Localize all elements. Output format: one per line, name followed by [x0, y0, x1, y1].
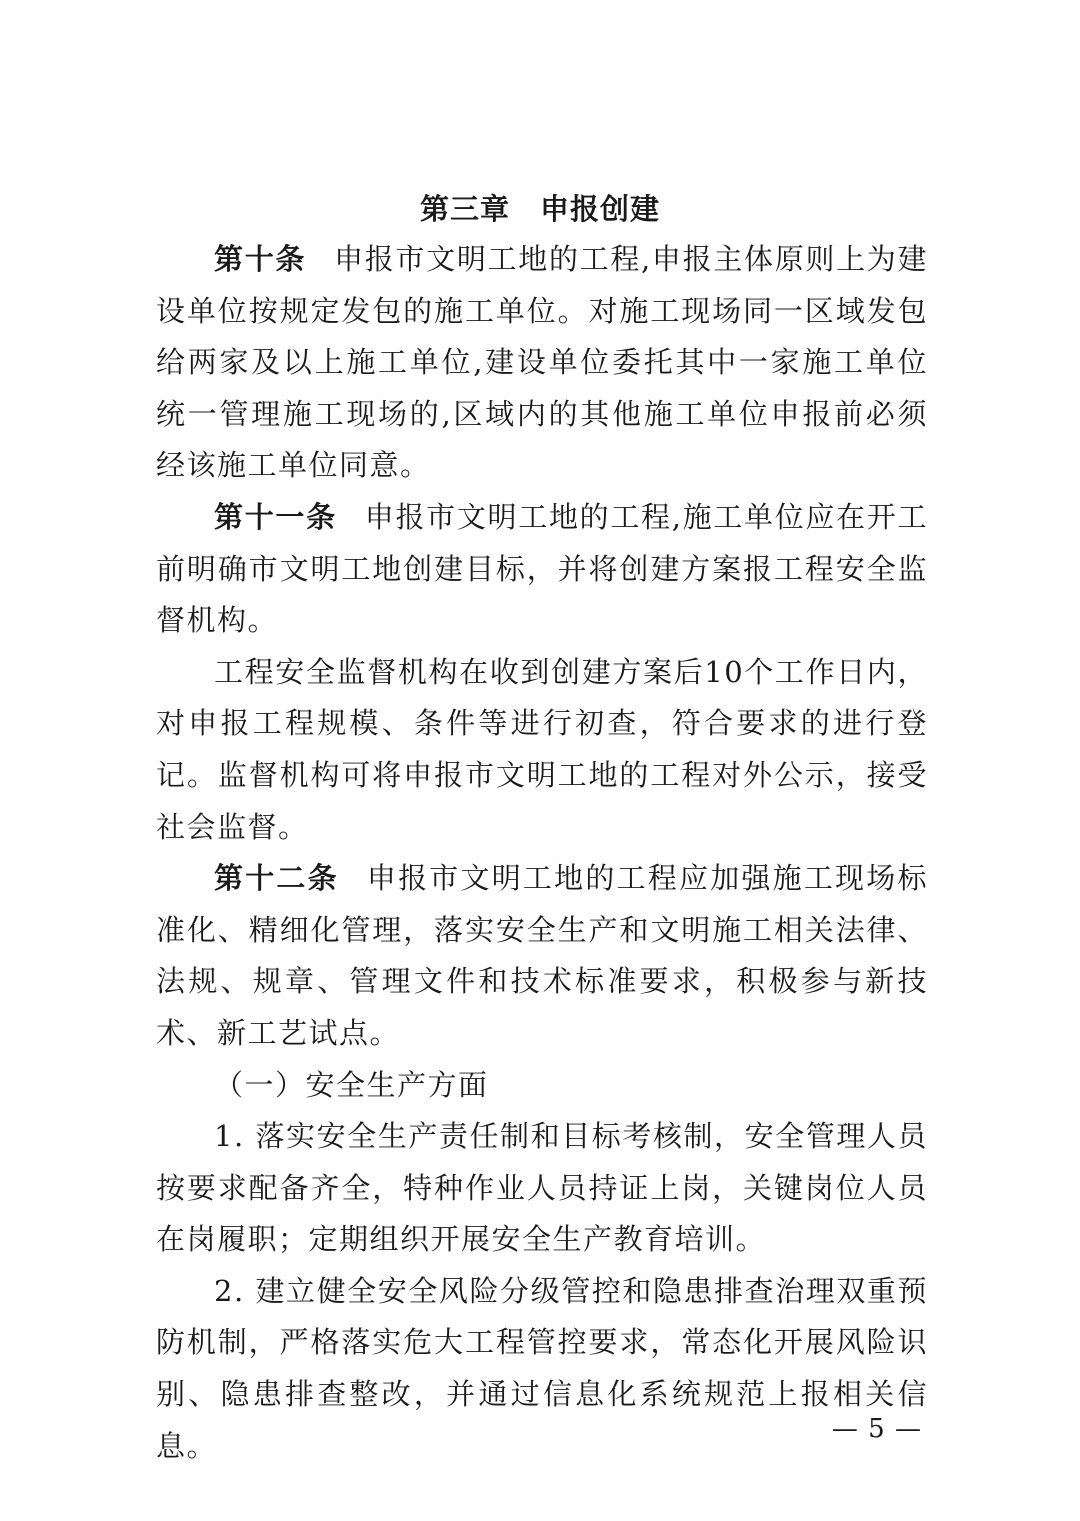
- chapter-title: 第三章 申报创建: [419, 192, 660, 226]
- article-10: [156, 234, 928, 492]
- article-11-number: 第十一条: [214, 499, 337, 534]
- document-body: [156, 234, 928, 1472]
- article-12: [156, 853, 928, 1059]
- page-number: — 5 —: [831, 1414, 922, 1444]
- item-1: 1. 落实安全生产责任制和目标考核制，安全管理人员按要求配备齐全，特种作业人员持证上岗，关键岗位人员在岗履职；定期组织开展安全生产教育培训。: [156, 1119, 928, 1257]
- item-2: 2. 建立健全安全风险分级管控和隐患排查治理双重预防机制，严格落实危大工程管控要求，常态化开展风险识别、隐患排查整改，并通过信息化系统规范上报相关信息。: [156, 1273, 928, 1463]
- article-11: [156, 492, 928, 647]
- article-10-number: 第十条: [214, 242, 307, 276]
- section-safety-production: （一）安全生产方面: [214, 1067, 489, 1102]
- article-10-text: 申报市文明工地的工程,申报主体原则上为建设单位按规定发包的施工单位。对施工现场同一区域发包给两家及以上施工单位,建设单位委托其中一家施工单位统一管理施工现场的,区域内的其他施工单位申报前必须经该施工单位同意。: [156, 242, 928, 483]
- article-11-paragraph-2: 工程安全监督机构在收到创建方案后10个工作日内，对申报工程规模、条件等进行初查，符合要求的进行登记。监督机构可将申报市文明工地的工程对外公示，接受社会监督。: [156, 654, 928, 844]
- article-11-text: 申报市文明工地的工程,施工单位应在开工前明确市文明工地创建目标，并将创建方案报工程安全监督机构。: [156, 499, 928, 638]
- article-12-number: 第十二条: [214, 861, 339, 896]
- article-12-text: 申报市文明工地的工程应加强施工现场标准化、精细化管理，落实安全生产和文明施工相关法律、法规、规章、管理文件和技术标准要求，积极参与新技术、新工艺试点。: [156, 861, 928, 1050]
